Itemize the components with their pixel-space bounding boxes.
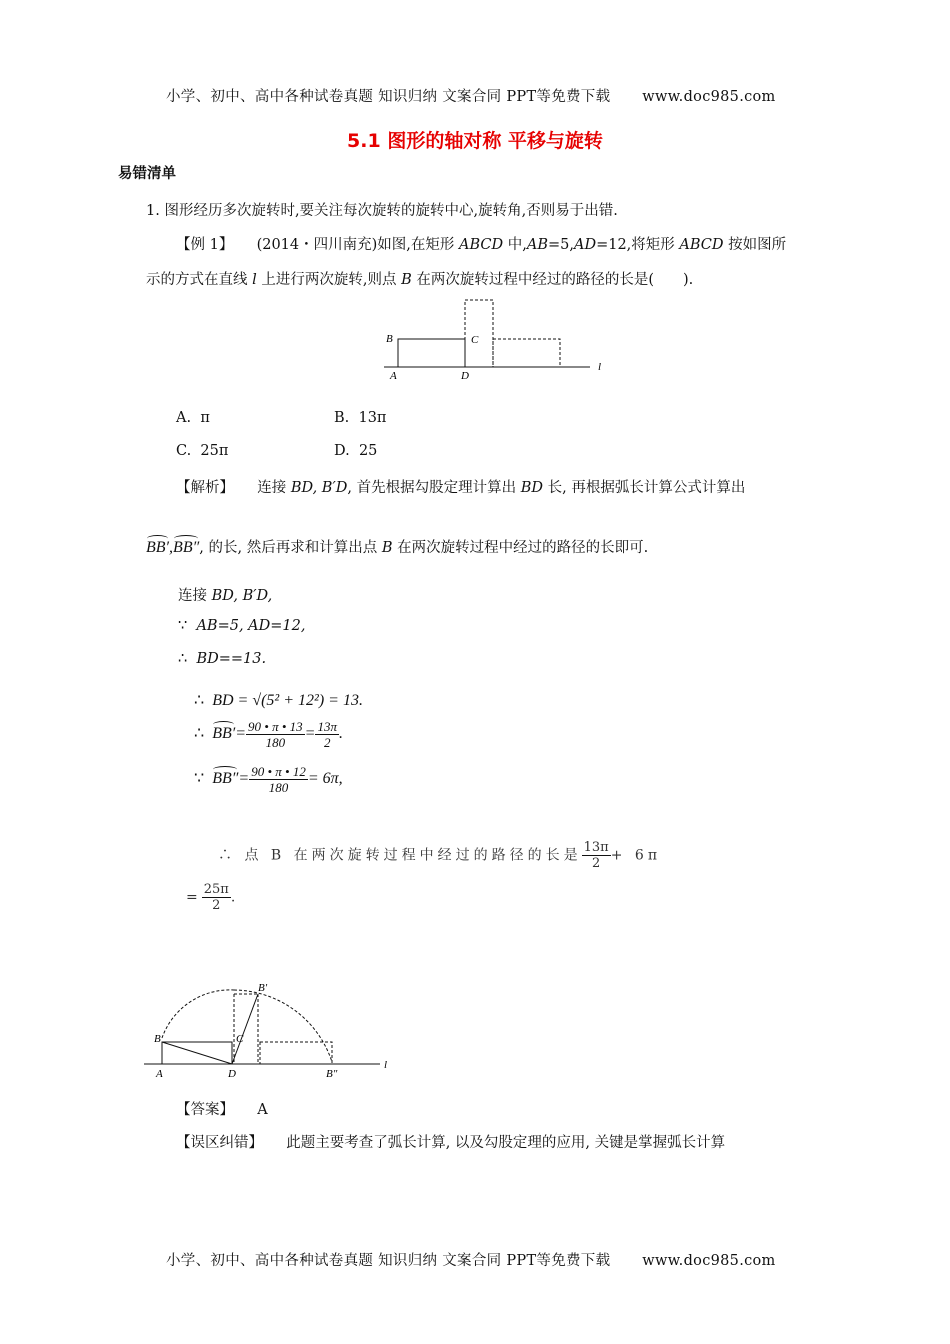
label-d: D [228,1068,236,1080]
mistake-line [176,1131,725,1152]
segment-bd [162,1042,232,1064]
var-abcd: ABCD [459,237,504,253]
example-text: 中, [503,237,527,253]
formula-result: = 6π, [307,770,343,788]
therefore-line [178,651,266,667]
var-ad: AD [573,237,597,253]
label-a: A [390,370,397,382]
arc-bb1: BB′ [212,725,236,743]
option-c[interactable] [176,443,228,459]
answer-value: A [257,1102,268,1118]
var-abcd: ABCD [679,237,724,253]
frac-den: 180 [268,780,289,795]
page-title: 5.1 图形的轴对称 平移与旋转 [347,130,603,152]
label-c: C [236,1033,244,1045]
formula-bd [194,690,363,710]
because-symbol: ∵ [194,770,205,788]
var-bd: BD [520,480,543,496]
option-value: 25 [358,443,378,459]
analysis-line-1 [176,476,745,497]
analysis-text: , 首先根据勾股定理计算出 [347,480,521,496]
example-line-1 [176,233,786,254]
analysis-line-2: BB′,BB″, 的长, 然后再求和计算出点 B 在两次旋转过程中经过的路径的长即可. [146,539,649,556]
label-b: B [386,333,393,345]
rect-abcd [398,339,465,367]
formula-arc-2: ∵ BB″= $\frac{90 • \pi • 12}{180}$ = 6π, [194,764,343,795]
rect-rotated-2 [493,339,560,367]
analysis-text: , 的长, 然后再求和计算出点 [199,540,382,556]
option-key: D. [334,443,350,459]
analysis-text: 连接 [257,480,291,496]
footer-text: 小学、初中、高中各种试卷真题 知识归纳 文案合同 PPT等免费下载 [166,1253,611,1269]
example-line-2 [146,268,693,289]
option-key: A. [176,410,192,426]
option-key: C. [176,443,192,459]
example-text: 按如图所 [723,237,787,253]
arc-bb1-path [162,990,234,1038]
arc-bb2-path [234,990,332,1062]
frac-num: 90 • π • 12 [251,764,306,779]
option-value: π [200,410,210,426]
example-text: 示的方式在直线 [146,272,253,288]
label-l: l [384,1059,388,1071]
header-url[interactable]: www.doc985.com [642,89,776,105]
frac-den: 180 [265,735,286,750]
frac-den: 2 [323,735,331,750]
footer-url[interactable]: www.doc985.com [642,1253,776,1269]
label-b-prime: B′ [258,982,268,994]
frac-den: 2 [592,856,601,871]
frac-num: 13π [583,840,609,855]
therefore-symbol: ∴ [194,725,205,743]
item-1-text: 1. 图形经历多次旋转时,要关注每次旋转的旋转中心,旋转角,否则易于出错. [146,203,618,219]
var-bd: BD, B′D [290,480,348,496]
analysis-text: 在两次旋转过程中经过的路径的长即可. [392,540,649,556]
figure-rotation-path [140,980,400,1085]
option-value: 13π [358,410,387,426]
answer-line [176,1098,268,1119]
arc-bb1: BB′ [146,539,170,556]
example-text: 在两次旋转过程中经过的路径的长是( ). [411,272,694,288]
analysis-tag: 【解析】 [176,480,234,496]
label-a: A [156,1068,163,1080]
connect-line [178,584,272,605]
option-d[interactable] [334,443,377,459]
var-bd: BD, B′D, [211,588,273,604]
header-text: 小学、初中、高中各种试卷真题 知识归纳 文案合同 PPT等免费下载 [166,89,611,105]
mistake-text: 此题主要考查了弧长计算, 以及勾股定理的应用, 关键是掌握弧长计算 [286,1135,726,1151]
example-tag: 【例 1】 [176,237,234,253]
figure-rectangle-rotation [378,290,618,390]
path-sum-text: ∴ 点 B 在两次旋转过程中经过的路径的长是 [218,847,582,864]
analysis-text: 长, 再根据弧长计算公式计算出 [543,480,746,496]
segment-bpd [232,994,258,1064]
option-a[interactable] [176,410,210,426]
given-values: AB=5, AD=12, [196,618,306,634]
label-l: l [598,361,602,373]
arc-bb2: BB″ [173,539,200,556]
example-text: =12,将矩形 [596,237,680,253]
option-key: B. [334,410,350,426]
formula-bd-text: BD = √(5² + 12²) = 13. [212,692,363,709]
var-l: l [252,272,257,288]
page-header [166,85,776,106]
rect-rotated-1 [465,300,493,367]
var-ab: AB [526,237,548,253]
because-symbol: ∵ [178,618,188,634]
example-text: 上进行两次旋转,则点 [256,272,402,288]
formula-path-result: = $\frac{25\pi}{2}$ . [186,882,240,913]
therefore-symbol: ∴ [178,651,188,667]
example-text: (2014・四川南充)如图,在矩形 [256,237,459,253]
frac-num: 13π [317,719,337,734]
label-d: D [461,370,469,382]
mistake-tag: 【误区纠错】 [176,1135,263,1151]
var-b: B [401,272,412,288]
example-text: =5, [547,237,574,253]
because-line [178,618,305,634]
formula-arc-1: ∴ BB′= $\frac{90 • \pi • 13}{180}$ = $\frac{13\pi}{2}$ . [194,719,343,750]
rect-rotated-2 [260,1042,332,1064]
formula-path-sum [218,840,661,871]
var-b: B [381,540,393,556]
path-sum-tail: + 6π [610,847,662,864]
page-footer [166,1249,776,1270]
label-b-double-prime: B″ [326,1068,338,1080]
bd-result: BD==13. [196,651,267,667]
frac-den: 2 [212,898,221,913]
arc-bb2: BB″ [212,770,239,788]
frac-num: 25π [203,882,229,897]
section-heading: 易错清单 [118,166,176,182]
analysis-text: 连接 [178,588,212,604]
option-value: 25π [200,443,229,459]
label-c: C [471,334,479,346]
therefore-symbol: ∴ [194,692,205,709]
label-b: B [154,1033,161,1045]
frac-num: 90 • π • 13 [248,719,303,734]
option-b[interactable] [334,410,386,426]
answer-tag: 【答案】 [176,1102,234,1118]
